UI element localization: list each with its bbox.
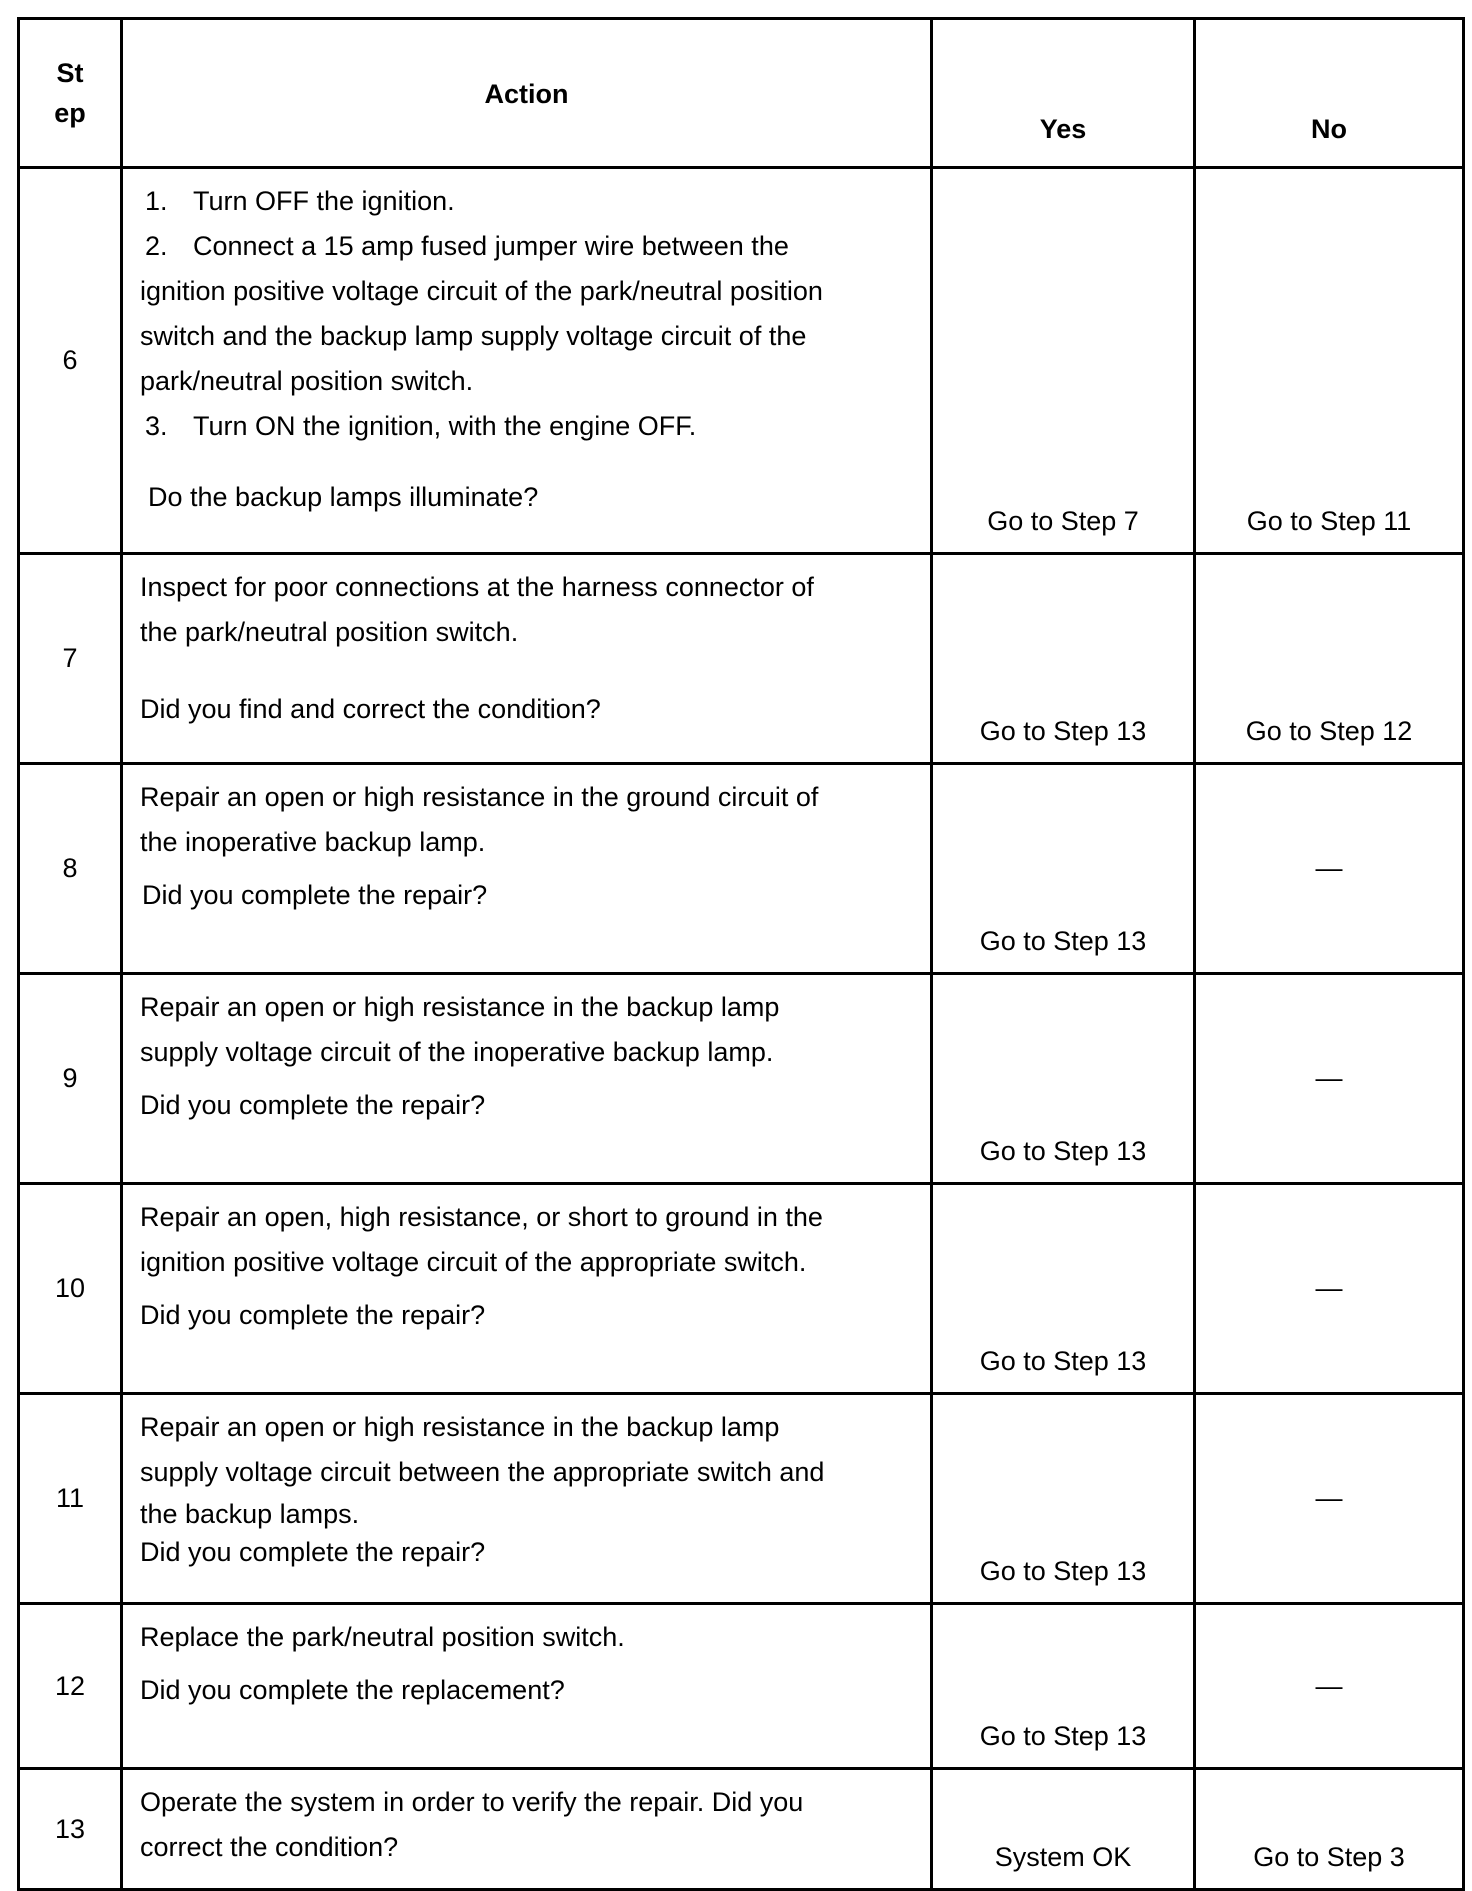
step-number: 6 bbox=[19, 168, 122, 554]
action-cell bbox=[122, 168, 932, 554]
table-row bbox=[19, 974, 1464, 1184]
action-line bbox=[140, 179, 910, 224]
action-line: Inspect for poor connections at the harness connector of bbox=[140, 572, 814, 602]
action-question: Did you complete the repair? bbox=[140, 1090, 486, 1120]
step-number: 11 bbox=[19, 1394, 122, 1604]
action-question: Did you complete the repair? bbox=[142, 880, 488, 910]
header-step-line1: St bbox=[56, 58, 84, 88]
table-row bbox=[19, 1604, 1464, 1769]
action-line: ignition positive voltage circuit of the park/neutral position bbox=[140, 276, 823, 306]
header-no: No bbox=[1195, 19, 1464, 168]
yes-cell: System OK bbox=[932, 1769, 1195, 1890]
item-number: 1. bbox=[145, 186, 168, 216]
action-cell bbox=[122, 1769, 932, 1890]
action-line: the backup lamps. bbox=[140, 1499, 360, 1529]
action-question: Did you complete the replacement? bbox=[140, 1675, 565, 1705]
step-number: 13 bbox=[19, 1769, 122, 1890]
step-number: 10 bbox=[19, 1184, 122, 1394]
table-row bbox=[19, 554, 1464, 764]
action-line: ignition positive voltage circuit of the appropriate switch. bbox=[140, 1247, 807, 1277]
action-line bbox=[140, 404, 910, 449]
no-cell: — bbox=[1195, 974, 1464, 1184]
action-question: Did you complete the repair? bbox=[140, 1300, 486, 1330]
table-row bbox=[19, 1769, 1464, 1890]
header-step bbox=[19, 19, 122, 168]
no-cell: Go to Step 12 bbox=[1195, 554, 1464, 764]
step-number: 12 bbox=[19, 1604, 122, 1769]
step-number: 8 bbox=[19, 764, 122, 974]
action-question: Did you complete the repair? bbox=[140, 1537, 486, 1567]
no-cell: — bbox=[1195, 764, 1464, 974]
table-row bbox=[19, 1394, 1464, 1604]
step-number: 7 bbox=[19, 554, 122, 764]
action-cell bbox=[122, 1394, 932, 1604]
table-row bbox=[19, 764, 1464, 974]
diagnostic-steps-table bbox=[17, 17, 1465, 1891]
item-number: 2. bbox=[145, 231, 168, 261]
action-line bbox=[140, 224, 910, 269]
action-cell bbox=[122, 554, 932, 764]
step-number: 9 bbox=[19, 974, 122, 1184]
yes-cell: Go to Step 13 bbox=[932, 1394, 1195, 1604]
action-line: Replace the park/neutral position switch. bbox=[140, 1622, 625, 1652]
action-line: park/neutral position switch. bbox=[140, 366, 474, 396]
no-cell: — bbox=[1195, 1604, 1464, 1769]
header-action: Action bbox=[122, 19, 932, 168]
action-line: Repair an open or high resistance in the backup lamp bbox=[140, 1412, 780, 1442]
item-text: Turn OFF the ignition. bbox=[193, 186, 455, 216]
yes-cell: Go to Step 7 bbox=[932, 168, 1195, 554]
header-yes: Yes bbox=[932, 19, 1195, 168]
yes-cell: Go to Step 13 bbox=[932, 974, 1195, 1184]
item-text: Connect a 15 amp fused jumper wire between the bbox=[193, 231, 789, 261]
action-cell bbox=[122, 974, 932, 1184]
action-line: Repair an open or high resistance in the backup lamp bbox=[140, 992, 780, 1022]
action-question: Did you find and correct the condition? bbox=[140, 694, 601, 724]
table-row bbox=[19, 1184, 1464, 1394]
action-line: supply voltage circuit of the inoperative backup lamp. bbox=[140, 1037, 774, 1067]
action-cell bbox=[122, 1184, 932, 1394]
action-line: correct the condition? bbox=[140, 1832, 399, 1862]
no-cell: — bbox=[1195, 1394, 1464, 1604]
yes-cell: Go to Step 13 bbox=[932, 554, 1195, 764]
action-line: switch and the backup lamp supply voltage circuit of the bbox=[140, 321, 807, 351]
action-line: Operate the system in order to verify the repair. Did you bbox=[140, 1787, 804, 1817]
item-number: 3. bbox=[145, 411, 168, 441]
action-line: Repair an open, high resistance, or short to ground in the bbox=[140, 1202, 823, 1232]
header-step-line2: ep bbox=[54, 98, 86, 128]
action-cell bbox=[122, 764, 932, 974]
action-question: Do the backup lamps illuminate? bbox=[148, 482, 539, 512]
no-cell: Go to Step 3 bbox=[1195, 1769, 1464, 1890]
no-cell: Go to Step 11 bbox=[1195, 168, 1464, 554]
item-text: Turn ON the ignition, with the engine OFF. bbox=[193, 411, 697, 441]
action-line: supply voltage circuit between the appropriate switch and bbox=[140, 1457, 825, 1487]
action-line: the park/neutral position switch. bbox=[140, 617, 519, 647]
action-line: Repair an open or high resistance in the ground circuit of bbox=[140, 782, 819, 812]
yes-cell: Go to Step 13 bbox=[932, 1184, 1195, 1394]
no-cell: — bbox=[1195, 1184, 1464, 1394]
table-header-row bbox=[19, 19, 1464, 168]
table-row bbox=[19, 168, 1464, 554]
action-line: the inoperative backup lamp. bbox=[140, 827, 486, 857]
action-cell bbox=[122, 1604, 932, 1769]
yes-cell: Go to Step 13 bbox=[932, 764, 1195, 974]
yes-cell: Go to Step 13 bbox=[932, 1604, 1195, 1769]
